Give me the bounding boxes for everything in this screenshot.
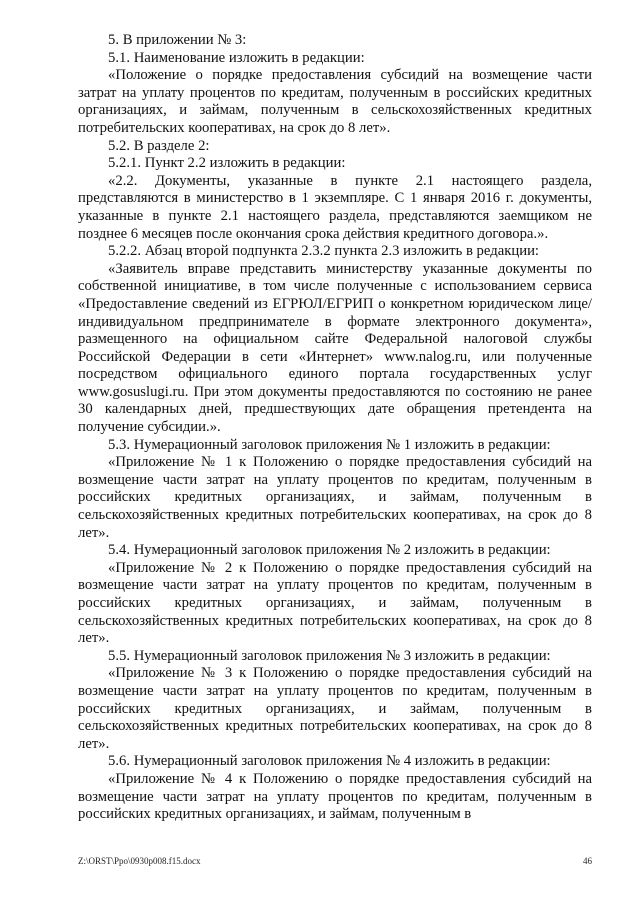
document-body xyxy=(78,32,592,824)
paragraph-5-6: 5.6. Нумерационный заголовок приложения № 4 изложить в редакции: xyxy=(108,753,551,770)
paragraph-5: 5. В приложении № 3: xyxy=(108,32,247,48)
paragraph-5-2-1-text: «2.2. Документы, указанные в пункте 2.1 настоящего раздела, представляются в министерство в 1 экземпляре. С 1 января 2016 г. документы, указанные в пункте 2.1 настоящего раздела, представляются заемщиком не позднее 6 месяцев после окончания срока действия кредитного договора.». xyxy=(78,172,592,242)
page-number: 46 xyxy=(583,856,592,866)
paragraph-5-1-text: «Положение о порядке предоставления субсидий на возмещение части затрат на уплату процентов по кредитам, полученным в российских кредитных организациях, и займам, полученным в сельскохозяйственных кредитных потребительских кооперативах, на срок до 8 лет». xyxy=(78,67,592,136)
paragraph-5-3: 5.3. Нумерационный заголовок приложения № 1 изложить в редакции: xyxy=(108,436,551,453)
paragraph-5-2-2: 5.2.2. Абзац второй подпункта 2.3.2 пункта 2.3 изложить в редакции: xyxy=(108,243,540,260)
paragraph-5-2-2-text: «Заявитель вправе представить министерству указанные документы по собственной инициативе, в том числе полученные с использованием сервиса «Предоставление сведений из ЕГРЮЛ/ЕГРИП о конкретном юридическом лице/индивидуальном предпринимателе в формате электронного документа», размещенного на официальном сайте Федеральной налоговой службы Российской Федерации в сети «Интернет» www.nalog.ru, или полученные посредством официального единого портала государственных услуг www.gosuslugi.ru. При этом документы предоставляются по состоянию не ранее 30 календарных дней, предшествующих дате обращения претендента на получение субсидии.». xyxy=(78,260,592,436)
paragraph-5-3-text: «Приложение № 1 к Положению о порядке предоставления субсидий на возмещение части затрат на уплату процентов по кредитам, полученным в российских кредитных организациях, и займам, полученным в сельскохозяйственных кредитных потребительских кооперативах, на срок до 8 лет». xyxy=(78,454,592,541)
paragraph-5-2: 5.2. В разделе 2: xyxy=(108,137,210,154)
paragraph-5-5-text: «Приложение № 3 к Положению о порядке предоставления субсидий на возмещение части затрат на уплату процентов по кредитам, полученным в российских кредитных организациях, и займам, полученным в сельскохозяйственных кредитных потребительских кооперативах, на срок до 8 лет». xyxy=(78,665,592,752)
paragraph-5-6-text: «Приложение № 4 к Положению о порядке предоставления субсидий на возмещение части затрат на уплату процентов по кредитам, полученным в российских кредитных организациях, и займам, полученным в xyxy=(78,770,592,823)
footer-file-path: Z:\ORST\Ppo\0930p008.f15.docx xyxy=(78,856,201,866)
paragraph-5-4-text: «Приложение № 2 к Положению о порядке предоставления субсидий на возмещение части затрат на уплату процентов по кредитам, полученным в российских кредитных организациях, и займам, полученным в сельскохозяйственных кредитных потребительских кооперативах, на срок до 8 лет». xyxy=(78,559,592,647)
paragraph-5-4: 5.4. Нумерационный заголовок приложения № 2 изложить в редакции: xyxy=(108,542,551,559)
paragraph-5-2-1: 5.2.1. Пункт 2.2 изложить в редакции: xyxy=(108,155,346,172)
paragraph-5-5: 5.5. Нумерационный заголовок приложения № 3 изложить в редакции: xyxy=(108,647,551,664)
paragraph-5-1: 5.1. Наименование изложить в редакции: xyxy=(108,49,365,66)
